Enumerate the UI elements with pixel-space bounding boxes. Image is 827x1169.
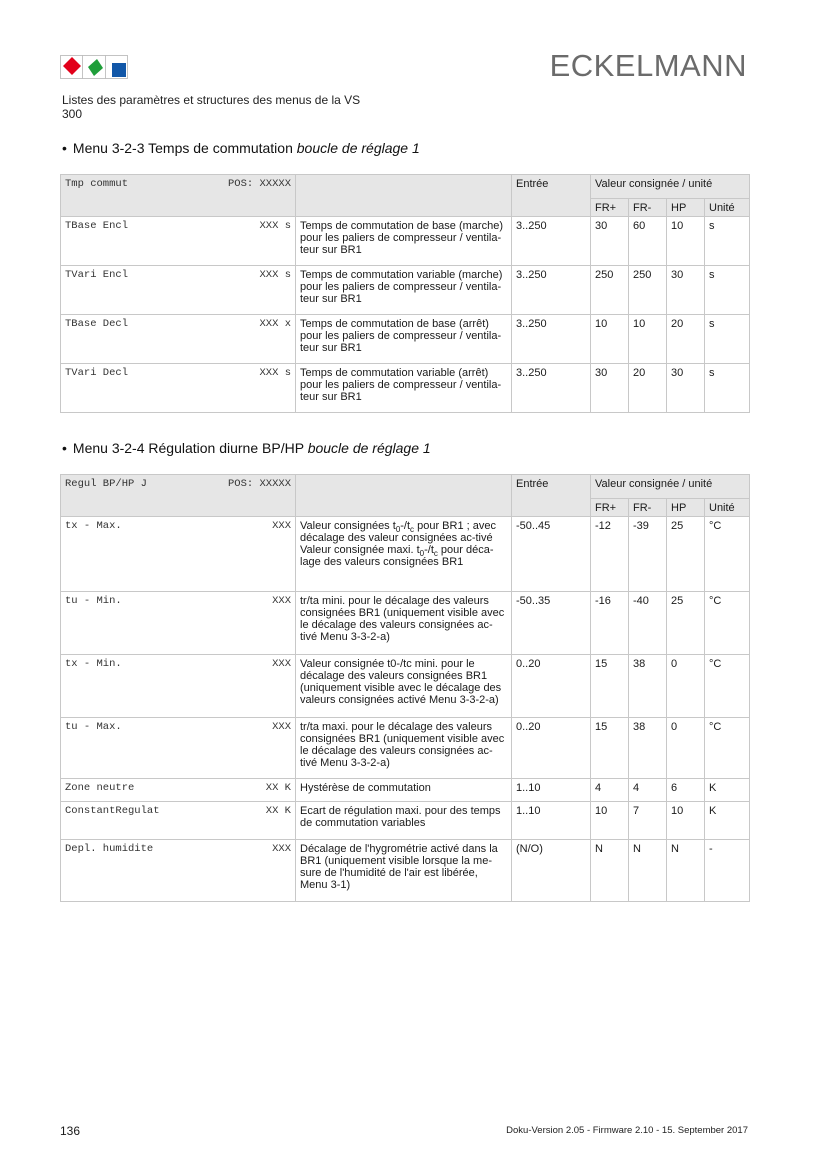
entry-range: 1..10 — [512, 779, 591, 802]
parameter-cell — [61, 655, 296, 718]
parameter-description: Temps de commutation de base (arrêt) pour les paliers de compresseur / ventila-teur sur BR1 — [296, 315, 512, 364]
parameter-name: TBase Decl — [65, 318, 129, 330]
parameter-name: ConstantRegulat — [65, 805, 160, 817]
section-title-italic: boucle de réglage 1 — [307, 440, 431, 456]
table-row — [61, 840, 750, 902]
fr-minus-value: 4 — [629, 779, 667, 802]
section-heading-3-2-4 — [62, 440, 431, 456]
hp-value: 20 — [667, 315, 705, 364]
parameter-name: tu - Max. — [65, 721, 122, 733]
description-fragment: -/t — [400, 520, 411, 532]
unit-value: s — [705, 217, 750, 266]
fr-plus-value: N — [591, 840, 629, 902]
hp-value: 25 — [667, 592, 705, 655]
entry-range: -50..35 — [512, 592, 591, 655]
entry-range: 0..20 — [512, 718, 591, 779]
parameter-value: XXX s — [259, 367, 291, 379]
menu-pos: POS: XXXXX — [227, 478, 291, 490]
parameter-name: TVari Decl — [65, 367, 129, 379]
parameter-description: tr/ta mini. pour le décalage des valeurs consignées BR1 (uniquement visible avec le décalage des valeurs consignées ac-tivé Menu 3-3-2-a) — [296, 592, 512, 655]
parameter-description: Valeur consignée t0-/tc mini. pour le décalage des valeurs consignées BR1 (uniquement visible avec le décalage des valeurs consignées activé Menu 3-3-2-a) — [296, 655, 512, 718]
setpoint-header: Valeur consignée / unité — [591, 175, 750, 199]
page-number: 136 — [60, 1124, 81, 1138]
description-fragment: c — [433, 549, 438, 559]
table-row — [61, 217, 750, 266]
menu-name: Tmp commut — [65, 178, 129, 190]
brand-wordmark: ECKELMANN — [549, 48, 747, 83]
parameter-cell — [61, 315, 296, 364]
fr-minus-value: 7 — [629, 802, 667, 840]
parameter-cell — [61, 517, 296, 592]
fr-minus-value: 38 — [629, 718, 667, 779]
parameter-cell — [61, 266, 296, 315]
parameter-value: XXX — [272, 658, 291, 670]
fr-minus-header: FR- — [629, 199, 667, 217]
hp-value: 6 — [667, 779, 705, 802]
parameter-value: XX K — [265, 805, 291, 817]
table-row — [61, 364, 750, 413]
description-fragment: c — [410, 525, 415, 535]
fr-plus-value: 15 — [591, 655, 629, 718]
table-row — [61, 517, 750, 592]
document-title: Listes des paramètres et structures des menus de la VS 300 — [62, 93, 361, 121]
parameter-description: Temps de commutation variable (marche) pour les paliers de compresseur / ventila-teur sur BR1 — [296, 266, 512, 315]
parameter-name: TBase Encl — [65, 220, 129, 232]
description-fragment: pour déca-lage des valeurs consignées BR1 — [300, 544, 494, 568]
hp-value: 25 — [667, 517, 705, 592]
fr-plus-value: 15 — [591, 718, 629, 779]
entry-range: 3..250 — [512, 364, 591, 413]
parameter-name: TVari Encl — [65, 269, 129, 281]
unit-value: s — [705, 315, 750, 364]
red-diamond-icon — [63, 57, 81, 75]
unit-header: Unité — [705, 499, 750, 517]
entry-range: (N/O) — [512, 840, 591, 902]
parameter-value: XXX — [272, 843, 291, 855]
parameter-cell — [61, 840, 296, 902]
version-info: Doku-Version 2.05 - Firmware 2.10 - 15. September 2017 — [506, 1125, 748, 1136]
fr-plus-header: FR+ — [591, 499, 629, 517]
entry-range: 3..250 — [512, 266, 591, 315]
parameter-value: XXX — [272, 595, 291, 607]
entry-header: Entrée — [512, 475, 591, 517]
unit-value: °C — [705, 718, 750, 779]
bullet: • — [62, 140, 67, 156]
parameter-value: XXX — [272, 721, 291, 733]
entry-header: Entrée — [512, 175, 591, 217]
fr-plus-value: 30 — [591, 364, 629, 413]
menu-pos: POS: XXXXX — [227, 178, 291, 190]
hp-value: 30 — [667, 266, 705, 315]
parameter-description: Temps de commutation variable (arrêt) pour les paliers de compresseur / ventila-teur sur BR1 — [296, 364, 512, 413]
parameter-description: Temps de commutation de base (marche) pour les paliers de compresseur / ventila-teur sur BR1 — [296, 217, 512, 266]
parameter-name: Depl. humidite — [65, 843, 154, 855]
description-fragment: pour BR1 ; avec décalage des valeur consignées ac-tivé — [300, 520, 496, 544]
section-title: Menu 3-2-3 Temps de commutation — [72, 140, 297, 156]
fr-plus-header: FR+ — [591, 199, 629, 217]
fr-plus-value: -16 — [591, 592, 629, 655]
bullet: • — [62, 440, 67, 456]
hp-value: 30 — [667, 364, 705, 413]
setpoint-header: Valeur consignée / unité — [591, 475, 750, 499]
unit-value: °C — [705, 655, 750, 718]
description-fragment: Valeur consignées t — [300, 520, 396, 532]
green-diamond-icon — [88, 59, 103, 76]
eckelmann-logo-marks — [60, 55, 128, 79]
unit-value: - — [705, 840, 750, 902]
fr-plus-value: 250 — [591, 266, 629, 315]
parameter-value: XXX x — [259, 318, 291, 330]
fr-minus-value: N — [629, 840, 667, 902]
unit-value: °C — [705, 517, 750, 592]
fr-minus-header: FR- — [629, 499, 667, 517]
hp-value: 10 — [667, 217, 705, 266]
entry-range: 0..20 — [512, 655, 591, 718]
parameter-name: tx - Min. — [65, 658, 122, 670]
unit-value: s — [705, 266, 750, 315]
unit-header: Unité — [705, 199, 750, 217]
hp-value: 10 — [667, 802, 705, 840]
hp-value: 0 — [667, 655, 705, 718]
entry-range: 1..10 — [512, 802, 591, 840]
parameter-value: XXX s — [259, 269, 291, 281]
description-fragment: 0 — [419, 549, 425, 559]
fr-minus-value: 250 — [629, 266, 667, 315]
entry-range: 3..250 — [512, 217, 591, 266]
description-fragment: Valeur consignée maxi. t — [300, 544, 420, 556]
fr-plus-value: -12 — [591, 517, 629, 592]
parameter-cell — [61, 718, 296, 779]
parameter-value: XX K — [265, 782, 291, 794]
fr-minus-value: 60 — [629, 217, 667, 266]
section-heading-3-2-3 — [62, 140, 420, 156]
menu-header-cell — [61, 475, 296, 517]
fr-plus-value: 30 — [591, 217, 629, 266]
menu-name: Regul BP/HP J — [65, 478, 147, 490]
parameter-cell — [61, 802, 296, 840]
hp-value: N — [667, 840, 705, 902]
table-row — [61, 266, 750, 315]
section-title: Menu 3-2-4 Régulation diurne BP/HP — [72, 440, 308, 456]
hp-header: HP — [667, 499, 705, 517]
parameter-description — [296, 517, 512, 592]
table-row — [61, 315, 750, 364]
section-title-italic: boucle de réglage 1 — [296, 140, 420, 156]
description-header-cell — [296, 175, 512, 217]
parameter-description: Hystérèse de commutation — [296, 779, 512, 802]
description-fragment: 0 — [395, 525, 401, 535]
hp-value: 0 — [667, 718, 705, 779]
parameter-cell — [61, 364, 296, 413]
parameter-name: tu - Min. — [65, 595, 122, 607]
entry-range: -50..45 — [512, 517, 591, 592]
parameter-table-3-2-3 — [60, 174, 750, 413]
table-row — [61, 779, 750, 802]
parameter-description: Ecart de régulation maxi. pour des temps de commutation variables — [296, 802, 512, 840]
parameter-name: tx - Max. — [65, 520, 122, 532]
description-header-cell — [296, 475, 512, 517]
fr-plus-value: 10 — [591, 802, 629, 840]
menu-header-cell — [61, 175, 296, 217]
fr-minus-value: -40 — [629, 592, 667, 655]
fr-plus-value: 10 — [591, 315, 629, 364]
unit-value: °C — [705, 592, 750, 655]
parameter-value: XXX s — [259, 220, 291, 232]
unit-value: K — [705, 802, 750, 840]
table-row — [61, 592, 750, 655]
description-fragment: -/t — [424, 544, 434, 556]
table-row — [61, 655, 750, 718]
fr-minus-value: -39 — [629, 517, 667, 592]
fr-minus-value: 20 — [629, 364, 667, 413]
parameter-description: tr/ta maxi. pour le décalage des valeurs consignées BR1 (uniquement visible avec le décalage des valeurs consignées ac-tivé Menu 3-3-2-a) — [296, 718, 512, 779]
entry-range: 3..250 — [512, 315, 591, 364]
parameter-name: Zone neutre — [65, 782, 135, 794]
parameter-cell — [61, 592, 296, 655]
unit-value: s — [705, 364, 750, 413]
fr-minus-value: 38 — [629, 655, 667, 718]
parameter-cell — [61, 217, 296, 266]
table-row — [61, 718, 750, 779]
hp-header: HP — [667, 199, 705, 217]
parameter-value: XXX — [272, 520, 291, 532]
table-row — [61, 802, 750, 840]
parameter-table-3-2-4 — [60, 474, 750, 902]
unit-value: K — [705, 779, 750, 802]
fr-minus-value: 10 — [629, 315, 667, 364]
fr-plus-value: 4 — [591, 779, 629, 802]
parameter-cell — [61, 779, 296, 802]
blue-square-icon — [112, 63, 126, 77]
parameter-description: Décalage de l'hygrométrie activé dans la BR1 (uniquement visible lorsque la me-sure de l'humidité de l'air est libérée, Menu 3-1) — [296, 840, 512, 902]
